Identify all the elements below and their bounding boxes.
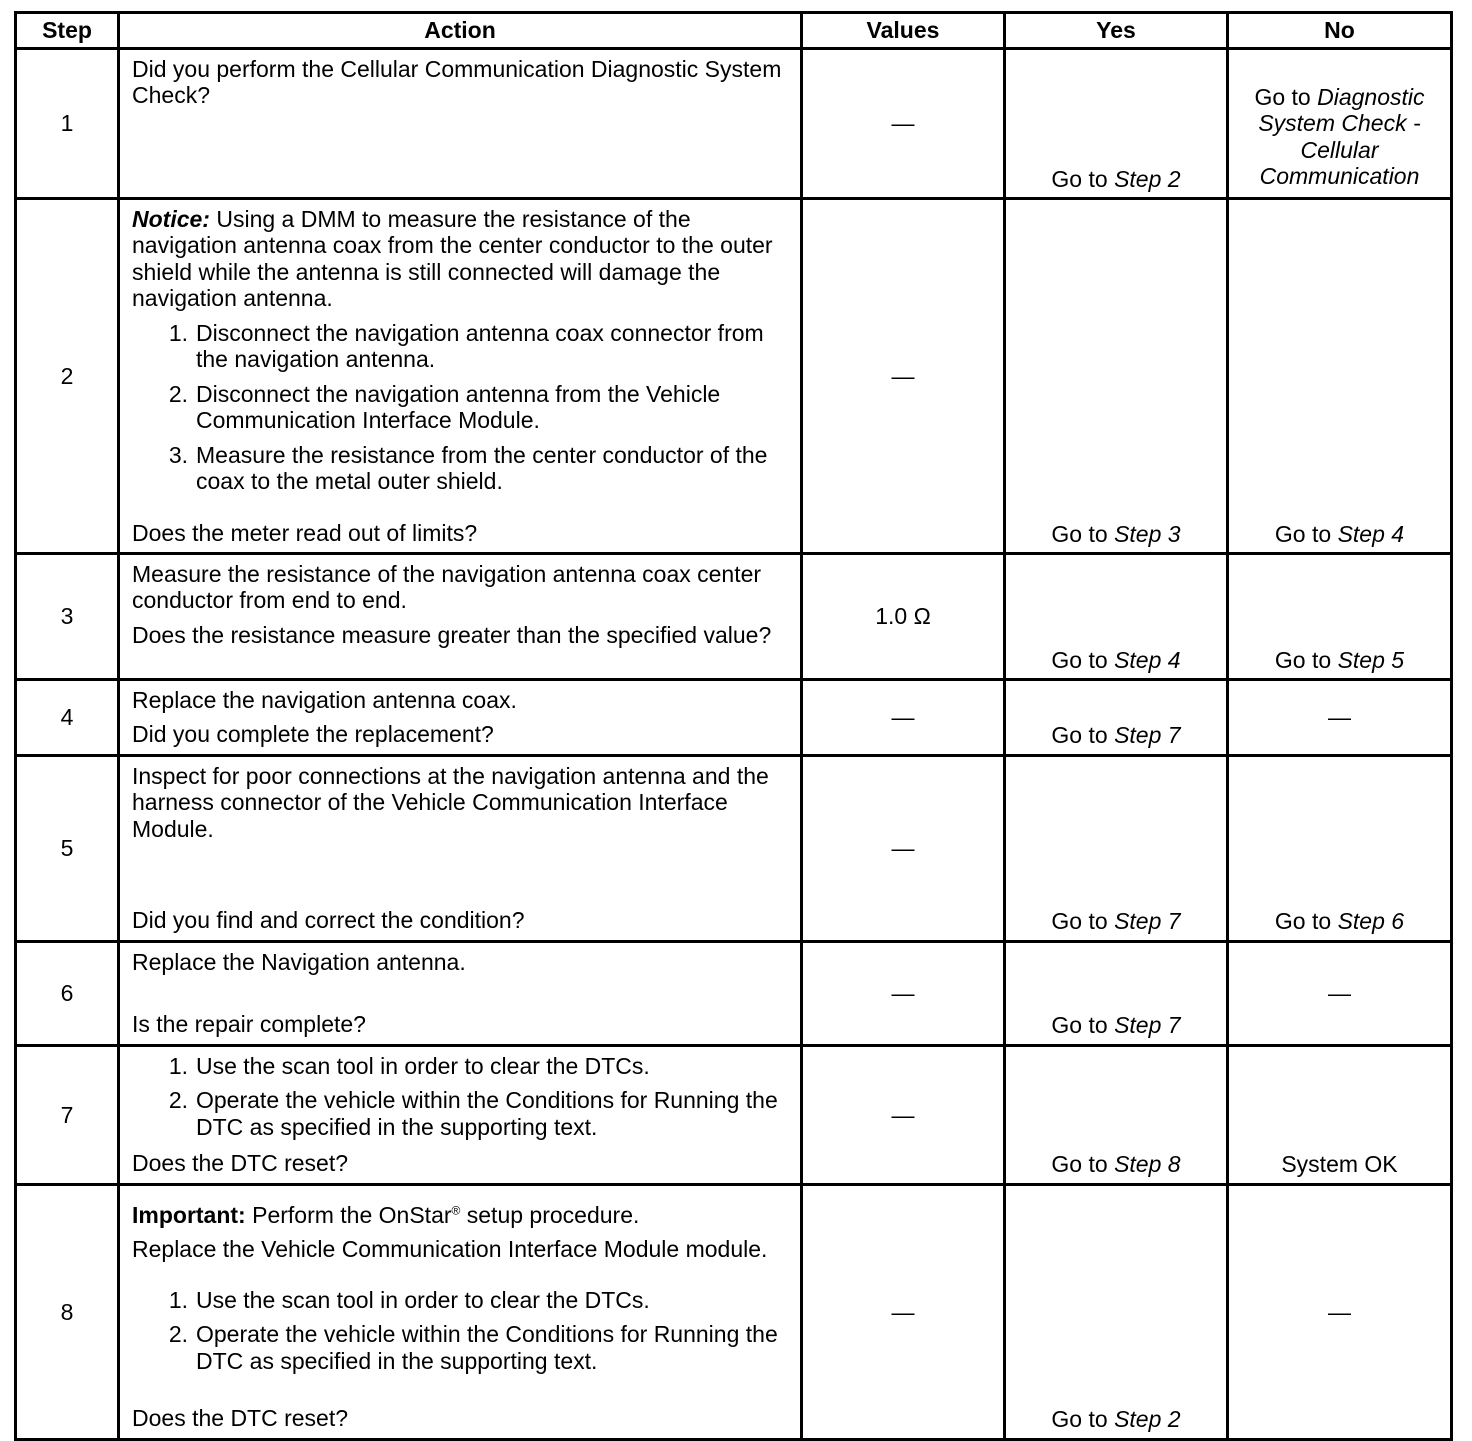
yes-link[interactable]: Go to Step 7 — [1051, 908, 1181, 935]
yes-link[interactable]: Go to Step 8 — [1051, 1151, 1181, 1178]
step-number: 5 — [16, 755, 119, 941]
no-cell — [1228, 1045, 1452, 1184]
notice-paragraph: Notice: Using a DMM to measure the resistance of the navigation antenna coax from the center conductor to the outer shield while the antenna is still connected will damage the navigation antenna. — [132, 206, 773, 312]
table-row — [16, 49, 1452, 199]
no-link[interactable]: Go to Step 4 — [1274, 520, 1405, 547]
list-item: 2. Operate the vehicle within the Conditions for Running the DTC as specified in the supporting text. — [168, 1321, 778, 1374]
action-cell — [119, 49, 802, 199]
yes-link[interactable]: Go to Step 7 — [1051, 722, 1181, 749]
value-cell: — — [802, 680, 1005, 756]
action-question: Does the meter read out of limits? — [132, 519, 478, 546]
action-cell — [119, 1184, 802, 1439]
step-number: 7 — [16, 1045, 119, 1184]
table-row — [16, 680, 1452, 756]
yes-cell — [1005, 1184, 1228, 1439]
important-label: Important: — [132, 1201, 246, 1228]
yes-cell — [1005, 941, 1228, 1045]
action-cell — [119, 199, 802, 554]
table-row — [16, 554, 1452, 680]
action-text: Did you perform the Cellular Communication Diagnostic System Check? — [132, 56, 782, 109]
important-paragraph: Important: Perform the OnStar® setup procedure. — [132, 1201, 640, 1228]
yes-cell — [1005, 49, 1228, 199]
action-cell — [119, 554, 802, 680]
no-link[interactable]: Go to Step 6 — [1274, 908, 1405, 935]
yes-link[interactable]: Go to Step 2 — [1051, 165, 1181, 192]
value-cell: — — [802, 755, 1005, 941]
value-cell: — — [802, 1184, 1005, 1439]
value-cell: — — [802, 199, 1005, 554]
no-cell — [1228, 49, 1452, 199]
value-cell: 1.0 Ω — [802, 554, 1005, 680]
step-number: 4 — [16, 680, 119, 756]
table-row — [16, 199, 1452, 554]
yes-link[interactable]: Go to Step 7 — [1051, 1012, 1181, 1039]
yes-link[interactable]: Go to Step 2 — [1051, 1406, 1181, 1433]
table-row — [16, 1045, 1452, 1184]
no-cell — [1228, 554, 1452, 680]
value-cell: — — [802, 941, 1005, 1045]
action-text: Replace the Navigation antenna. — [132, 948, 466, 975]
table-row — [16, 941, 1452, 1045]
action-text: Measure the resistance of the navigation antenna coax center conductor from end to end. — [132, 561, 762, 614]
no-cell — [1228, 755, 1452, 941]
action-question: Did you complete the replacement? — [132, 721, 494, 748]
table-row — [16, 755, 1452, 941]
yes-cell — [1005, 554, 1228, 680]
action-text: Inspect for poor connections at the navigation antenna and the harness connector of the Vehicle Communication Interface Module. — [132, 762, 769, 842]
action-question: Did you find and correct the condition? — [132, 907, 525, 934]
header-values: Values — [802, 13, 1005, 49]
action-cell — [119, 941, 802, 1045]
list-item: 1. Use the scan tool in order to clear the DTCs. — [168, 1286, 650, 1313]
list-item: 2. Disconnect the navigation antenna from the Vehicle Communication Interface Module. — [168, 380, 721, 434]
list-item: 2. Operate the vehicle within the Conditions for Running the DTC as specified in the supporting text. — [168, 1087, 778, 1140]
no-cell — [1228, 199, 1452, 554]
action-text: Replace the Vehicle Communication Interface Module module. — [132, 1236, 768, 1263]
no-cell: — — [1228, 941, 1452, 1045]
notice-label: Notice: — [132, 206, 210, 232]
list-item: 1. Use the scan tool in order to clear the DTCs. — [168, 1052, 650, 1079]
action-cell — [119, 755, 802, 941]
header-step: Step — [16, 13, 119, 49]
step-number: 1 — [16, 49, 119, 199]
step-number: 3 — [16, 554, 119, 680]
action-question: Does the DTC reset? — [132, 1405, 349, 1432]
yes-link[interactable]: Go to Step 3 — [1051, 520, 1181, 547]
yes-link[interactable]: Go to Step 4 — [1051, 646, 1181, 673]
value-cell: — — [802, 1045, 1005, 1184]
no-result: System OK — [1281, 1151, 1398, 1178]
yes-cell — [1005, 1045, 1228, 1184]
action-text: Replace the navigation antenna coax. — [132, 687, 517, 713]
header-no: No — [1228, 13, 1452, 49]
no-link[interactable]: Go to Step 5 — [1274, 646, 1405, 673]
list-item: 3. Measure the resistance from the center conductor of the coax to the metal outer shield. — [168, 441, 768, 494]
diagnostic-table — [14, 11, 1453, 1441]
no-link[interactable]: Go to Diagnostic System Check - Cellular Communication — [1254, 84, 1425, 190]
action-question: Does the DTC reset? — [132, 1150, 349, 1177]
yes-cell — [1005, 755, 1228, 941]
step-number: 8 — [16, 1184, 119, 1439]
no-cell: — — [1228, 680, 1452, 756]
yes-cell — [1005, 199, 1228, 554]
step-number: 6 — [16, 941, 119, 1045]
list-item: 1. Disconnect the navigation antenna coax connector from the navigation antenna. — [168, 319, 764, 373]
action-question: Is the repair complete? — [132, 1011, 366, 1038]
header-action: Action — [119, 13, 802, 49]
header-row — [16, 13, 1452, 49]
no-cell: — — [1228, 1184, 1452, 1439]
value-cell: — — [802, 49, 1005, 199]
step-number: 2 — [16, 199, 119, 554]
action-cell — [119, 680, 802, 756]
action-question: Does the resistance measure greater than the specified value? — [132, 621, 772, 648]
table-row — [16, 1184, 1452, 1439]
header-yes: Yes — [1005, 13, 1228, 49]
action-cell — [119, 1045, 802, 1184]
yes-cell — [1005, 680, 1228, 756]
